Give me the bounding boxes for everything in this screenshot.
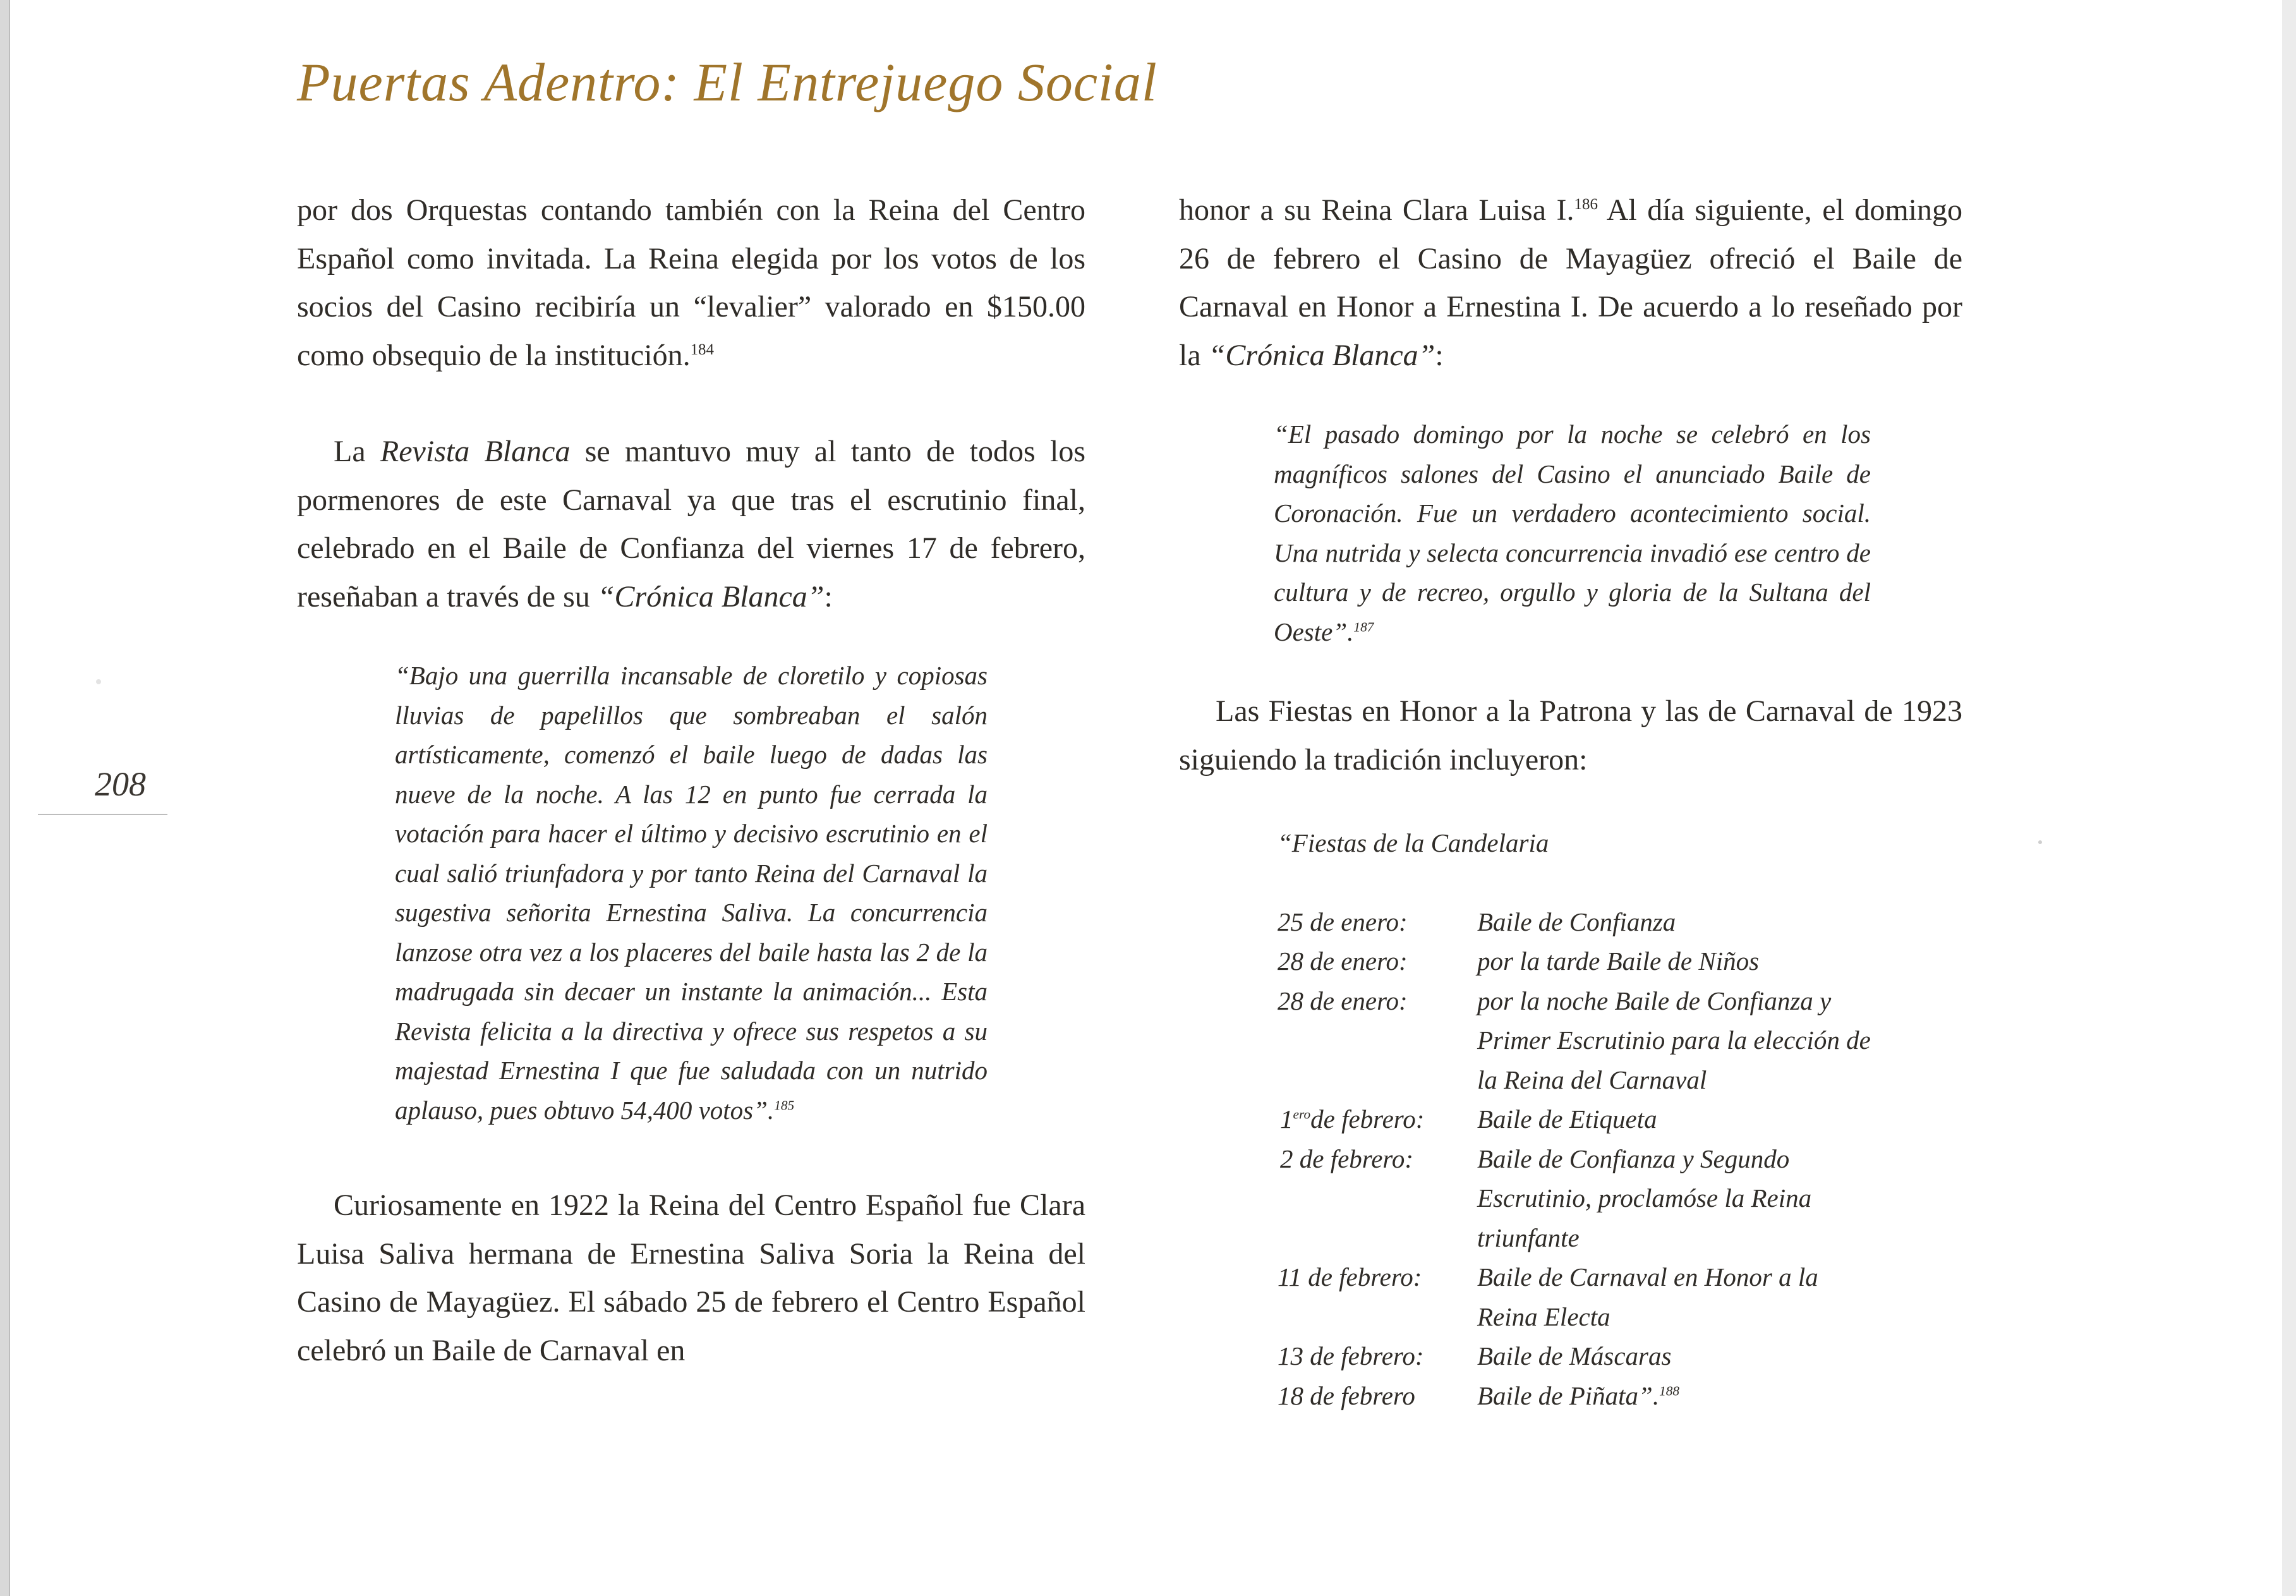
schedule-date: 28 de enero:	[1278, 946, 1408, 976]
paragraph-text: Las Fiestas en Honor a la Patrona y las de Carnaval de 1923 siguiendo la tradición incluyeron:	[1179, 694, 1962, 777]
footnote-ref: 184	[690, 341, 715, 358]
page-edge-right	[2282, 0, 2296, 1596]
schedule-event: Baile de Máscaras	[1477, 1341, 1672, 1370]
schedule-event	[1477, 1376, 1882, 1416]
schedule-row	[1179, 902, 1962, 942]
schedule-title: “Fiestas de la Candelaria	[1278, 828, 1549, 857]
paragraph-text: :	[824, 579, 833, 614]
schedule-date: 11 de febrero:	[1278, 1262, 1422, 1291]
footnote-ref: 186	[1574, 196, 1598, 213]
schedule-row	[1179, 1099, 1962, 1139]
left-column	[297, 186, 1085, 1375]
scan-speck	[2038, 840, 2042, 844]
schedule-event: Baile de Carnaval en Honor a la Reina Electa	[1477, 1262, 1818, 1331]
schedule-row	[1179, 1257, 1962, 1336]
running-title: Puertas Adentro: El Entrejuego Social	[297, 52, 1157, 112]
schedule-date: 2 de febrero:	[1280, 1144, 1414, 1173]
body-paragraph	[1179, 687, 1962, 784]
schedule-event: Baile de Confianza y Segundo Escrutinio, proclamóse la Reina triunfante	[1477, 1144, 1812, 1252]
body-paragraph	[297, 186, 1085, 380]
paragraph-text: La	[334, 435, 380, 468]
schedule-date	[1179, 1099, 1477, 1139]
quote-text: “El pasado domingo por la noche se celebró en los magníficos salones del Casino el anunciado Baile de Coronación. Fue un verdadero acontecimiento social. Una nutrida y selecta concurrencia invadió ese centro de cultura y de recreo, orgullo y gloria de la Sultana del Oeste”.	[1274, 420, 1871, 646]
schedule-date: 28 de enero:	[1278, 986, 1408, 1015]
block-quote	[395, 656, 988, 1130]
schedule-row	[1179, 1139, 1962, 1258]
publication-title: “Crónica Blanca”	[1208, 338, 1435, 372]
schedule-row	[1179, 1336, 1962, 1376]
scan-speck	[96, 679, 101, 684]
date-rest: de febrero:	[1310, 1104, 1425, 1134]
paragraph-text: :	[1435, 338, 1444, 372]
event-schedule	[1179, 823, 1962, 1415]
publication-title: Revista Blanca	[380, 435, 571, 468]
date-day: 1	[1280, 1104, 1293, 1134]
block-quote	[1274, 414, 1871, 651]
footnote-ref: 187	[1353, 619, 1374, 634]
page-edge-left	[0, 0, 9, 1596]
schedule-event: por la noche Baile de Confianza y Primer Escrutinio para la elección de la Reina del Carnaval	[1477, 986, 1871, 1094]
schedule-event: por la tarde Baile de Niños	[1477, 946, 1760, 976]
body-paragraph	[1179, 186, 1962, 380]
schedule-row	[1179, 981, 1962, 1100]
publication-title: “Crónica Blanca”	[597, 579, 825, 614]
body-paragraph	[297, 1182, 1085, 1375]
schedule-date: 25 de enero:	[1278, 907, 1408, 936]
quote-text: “Bajo una guerrilla incansable de cloretilo y copiosas lluvias de papelillos que sombreaban el salón artísticamente, comenzó el baile luego de dadas las nueve de la noche. A las 12 en punto fue cerrada la votación para hacer el último y decisivo escrutinio en el cual salió triunfadora y por tanto Reina del Carnaval la sugestiva señorita Ernestina Saliva. La concurrencia lanzose otra vez a los placeres del baile hasta las 2 de la madrugada sin decaer un instante la animación... Esta Revista felicita a la directiva y ofrece sus respetos a su majestad Ernestina I que fue saludada con un nutrido aplauso, pues obtuvo 54,400 votos”.	[395, 661, 988, 1125]
page-number-rule	[38, 814, 167, 815]
schedule-event: Baile de Confianza	[1477, 907, 1676, 936]
body-paragraph	[297, 428, 1085, 621]
event-text: Baile de Piñata”.	[1477, 1381, 1660, 1410]
paragraph-text: Curiosamente en 1922 la Reina del Centro Español fue Clara Luisa Saliva hermana de Ernestina Saliva Soria la Reina del Casino de Mayagüez. El sábado 25 de febrero el Centro Español celebró un Baile de Carnaval en	[297, 1188, 1085, 1367]
footnote-ref: 185	[774, 1097, 795, 1113]
paragraph-text: Al día siguiente, el domingo 26 de febrero el Casino de Mayagüez ofreció el Baile de Carnaval en Honor a Ernestina I. De acuerdo a lo reseñado por la	[1179, 193, 1963, 372]
schedule-date: 18 de febrero	[1278, 1381, 1415, 1410]
footnote-ref: 188	[1659, 1382, 1680, 1398]
page-number: 208	[95, 765, 146, 803]
schedule-row	[1179, 941, 1962, 981]
schedule-row	[1179, 1376, 1962, 1416]
page-edge-line	[9, 0, 10, 1596]
paragraph-text: honor a su Reina Clara Luisa I.	[1179, 193, 1574, 227]
schedule-date: 13 de febrero:	[1278, 1341, 1424, 1370]
right-column	[1179, 186, 1962, 1415]
schedule-event: Baile de Etiqueta	[1477, 1104, 1657, 1134]
paragraph-text: se mantuvo muy al tanto de todos los pormenores de este Carnaval ya que tras el escrutinio final, celebrado en el Baile de Confianza del viernes 17 de febrero, reseñaban a través de su	[297, 435, 1086, 614]
ordinal-mark: ero	[1293, 1106, 1311, 1122]
paragraph-text: por dos Orquestas contando también con la Reina del Centro Español como invitada. La Reina elegida por los votos de los socios del Casino recibiría un “levalier” valorado en $150.00 como obsequio de la institución.	[297, 193, 1085, 372]
